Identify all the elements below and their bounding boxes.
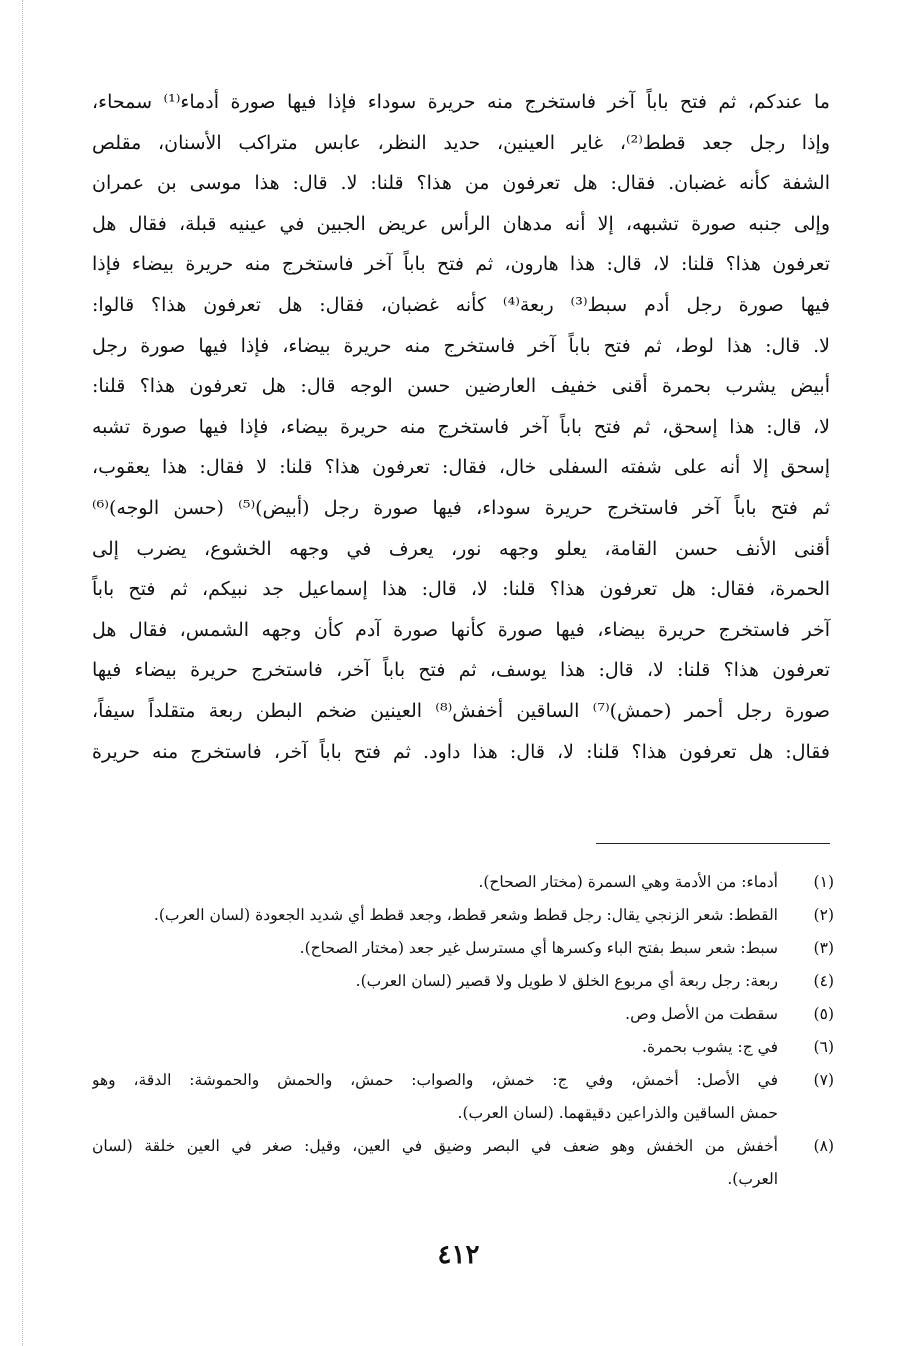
footnote-8 [92, 1130, 834, 1196]
body-line: الشفة كأنه غضبان. فقال: هل تعرفون من هذا؟ قلنا: لا. قال: هذا موسى بن عمران [92, 172, 830, 195]
footnote-text: سبط: شعر سبط بفتح الباء وكسرها أي مسترسل غير جعد (مختار الصحاح). [299, 939, 778, 957]
body-line: الحمرة، فقال: هل تعرفون هذا؟ قلنا: لا، قال: هذا إسماعيل جد نبيكم، ثم فتح باباً [92, 578, 830, 601]
footnote-6 [92, 1031, 834, 1064]
footnote-text: العرب). [727, 1170, 778, 1188]
body-line: فيها صورة رجل أدم سبط⁽³⁾ ربعة⁽⁴⁾ كأنه غضبان، فقال: هل تعرفون هذا؟ قالوا: [92, 293, 830, 316]
footnote-number: (١) [813, 873, 834, 891]
footnote-number: (٧) [813, 1071, 834, 1089]
footnote-4 [92, 965, 834, 998]
footnote-number: (٨) [813, 1137, 834, 1155]
footnote-7 [92, 1064, 834, 1130]
footnote-text: حمش الساقين والذراعين دقيقهما. (لسان العرب). [457, 1104, 778, 1122]
footnote-text: في الأصل: أخمش، وفي ج: خمش، والصواب: حمش، والحمش والحموشة: الدقة، وهو [92, 1071, 778, 1089]
body-line: تعرفون هذا؟ قلنا: لا، قال: هذا هارون، ثم فتح باباً آخر فاستخرج منه حريرة بيضاء فإذا [92, 253, 830, 276]
main-text-block [92, 82, 830, 772]
footnote-1 [92, 866, 834, 899]
footnotes-block [92, 866, 834, 1196]
footnote-text: أخفش من الخفش وهو ضعف في البصر وضيق في العين، وقيل: صغر في العين خلقة (لسان [92, 1137, 778, 1155]
body-line: تعرفون هذا؟ قلنا: لا، قال: هذا يوسف، ثم فتح باباً آخر، فاستخرج حريرة بيضاء فيها [92, 659, 830, 682]
body-line: فقال: هل تعرفون هذا؟ قلنا: لا، قال: هذا داود. ثم فتح باباً آخر، فاستخرج منه حريرة [92, 740, 830, 763]
footnote-text: في ج: يشوب بحمرة. [642, 1038, 778, 1056]
body-line: آخر فاستخرج حريرة بيضاء، فيها صورة كأنها صورة آدم كأن وجهه الشمس، فقال هل [92, 618, 830, 641]
page-number: ٤١٢ [437, 1240, 480, 1270]
footnote-number: (٤) [813, 972, 834, 990]
footnote-text: أدماء: من الأدمة وهي السمرة (مختار الصحاح). [478, 873, 778, 891]
footnote-text: القطط: شعر الزنجي يقال: رجل قطط وشعر قطط، وجعد قطط أي شديد الجعودة (لسان العرب). [153, 906, 778, 924]
footnote-number: (٣) [813, 939, 834, 957]
footnote-2 [92, 899, 834, 932]
body-line: لا، قال: هذا إسحق، ثم فتح باباً آخر فاستخرج منه حريرة بيضاء، فإذا فيها صورة تشبه [92, 415, 830, 438]
scan-edge-dots [22, 0, 23, 1346]
footnote-number: (٢) [813, 906, 834, 924]
body-line: ثم فتح باباً آخر فاستخرج حريرة سوداء، فيها صورة رجل (أبيض)⁽⁵⁾ (حسن الوجه)⁽⁶⁾ [92, 496, 830, 519]
body-line: صورة رجل أحمر (حمش)⁽⁷⁾ الساقين أخفش⁽⁸⁾ العينين ضخم البطن ربعة متقلداً سيفاً، [92, 699, 831, 722]
body-line: إسحق إلا أنه على شفته السفلى خال، فقال: تعرفون هذا؟ قلنا: لا فقال: هذا يعقوب، [92, 456, 830, 479]
footnote-separator [596, 843, 830, 844]
footnote-text: ربعة: رجل ربعة أي مربوع الخلق لا طويل ولا قصير (لسان العرب). [355, 972, 778, 990]
body-line: أبيض يشرب بحمرة أقنى خفيف العارضين حسن الوجه قال: هل تعرفون هذا؟ قلنا: [92, 375, 830, 398]
footnote-number: (٦) [813, 1038, 834, 1056]
footnote-text: سقطت من الأصل وص. [625, 1005, 778, 1023]
body-line: لا. قال: هذا لوط، ثم فتح باباً آخر فاستخرج منه حريرة بيضاء، فإذا فيها صورة رجل [92, 334, 830, 357]
body-line: وإلى جنبه صورة تشبهه، إلا أنه مدهان الرأس عريض الجبين في عينيه قبلة، فقال هل [92, 212, 830, 235]
body-line: ما عندكم، ثم فتح باباً آخر فاستخرج منه حريرة سوداء فإذا فيها صورة أدماء⁽¹⁾ سمحاء، [92, 91, 830, 113]
body-line: وإذا رجل جعد قطط⁽²⁾، غاير العينين، حديد النظر، عابس متراكب الأسنان، مقلص [92, 131, 830, 154]
footnote-3 [92, 932, 834, 965]
body-line: أقنى الأنف حسن القامة، يعلو وجهه نور، يعرف في وجهه الخشوع، يضرب إلى [92, 537, 830, 560]
footnote-5 [92, 998, 834, 1031]
footnote-number: (٥) [813, 1005, 834, 1023]
